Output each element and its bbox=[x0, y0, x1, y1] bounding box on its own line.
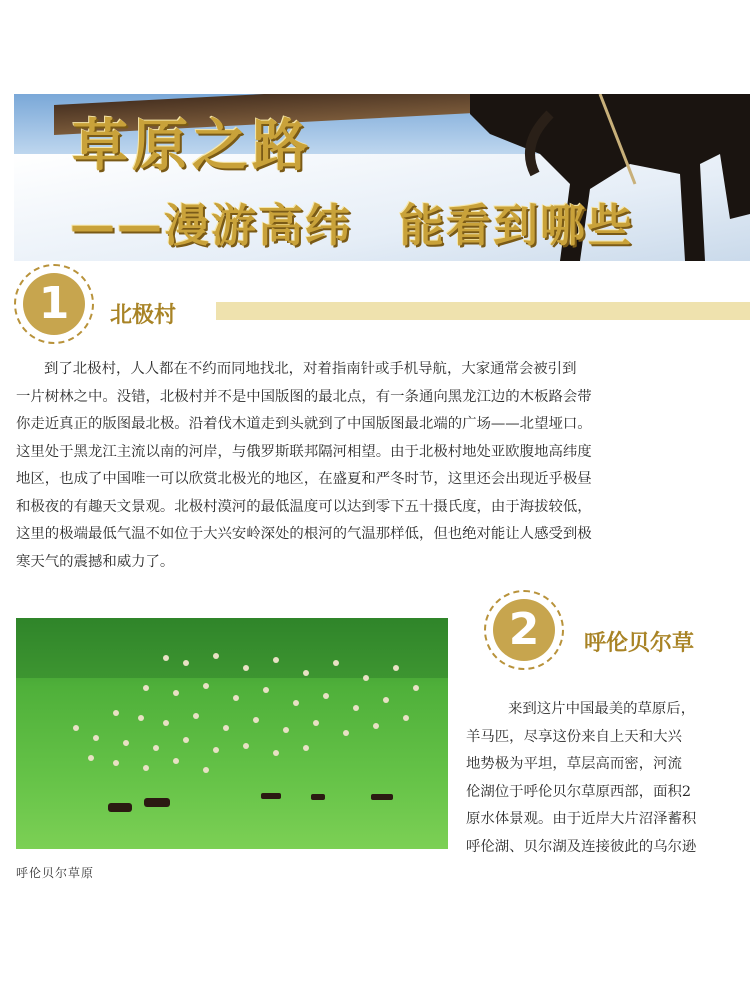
section2-title-clip bbox=[584, 620, 750, 660]
section1-number-badge bbox=[14, 264, 94, 344]
grassland-photo-image bbox=[16, 618, 448, 849]
section2-line: 呼伦湖、贝尔湖及连接彼此的乌尔逊 bbox=[466, 838, 697, 855]
section2-line: 地势极为平坦，草层高而密，河流 bbox=[466, 756, 682, 772]
section2-line: 羊马匹，尽享这份来自上天和大兴 bbox=[466, 728, 682, 745]
section2-line: 原水体景观。由于近岸大片沼泽蓄积 bbox=[466, 811, 697, 827]
section2-number: 2 bbox=[493, 599, 555, 661]
photo-caption: 呼伦贝尔草原 bbox=[16, 866, 95, 880]
section1-title: 北极村 bbox=[110, 303, 177, 328]
section2-title: 呼伦贝尔草 bbox=[584, 631, 695, 656]
section1-body bbox=[16, 356, 736, 576]
section2-number-badge bbox=[484, 590, 564, 670]
section1-line: 地区，也成了中国唯一可以欣赏北极光的地区，在盛夏和严冬时节，这里还会出现近乎极昼 bbox=[16, 471, 592, 487]
banner-title-line1: 草原之路 bbox=[72, 114, 312, 179]
section1-title-rule bbox=[216, 302, 750, 320]
section1-line: 你走近真正的版图最北极。沿着伐木道走到头就到了中国版图最北端的广场——北望垭口。 bbox=[16, 416, 592, 432]
section2-body bbox=[466, 696, 750, 861]
grassland-photo bbox=[16, 618, 448, 849]
section2-line: 伦湖位于呼伦贝尔草原西部，面积2 bbox=[466, 783, 692, 800]
section1-line: 寒天气的震撼和威力了。 bbox=[16, 553, 175, 570]
section2-body-clip bbox=[466, 696, 750, 896]
section1-line: 这里的极端最低气温不如位于大兴安岭深处的根河的气温那样低，但也绝对能让人感受到极 bbox=[16, 526, 592, 542]
section1-line: 一片树林之中。没错，北极村并不是中国版图的最北点，有一条通向黑龙江边的木板路会带 bbox=[16, 388, 592, 405]
section1-line: 和极夜的有趣天文景观。北极村漠河的最低温度可以达到零下五十摄氏度，由于海拔较低， bbox=[16, 498, 592, 515]
section1-line: 这里处于黑龙江主流以南的河岸，与俄罗斯联邦隔河相望。由于北极村地处亚欧腹地高纬度 bbox=[16, 443, 592, 460]
section1-number: 1 bbox=[23, 273, 85, 335]
header-banner bbox=[14, 94, 750, 261]
section2-line: 来到这片中国最美的草原后， bbox=[508, 701, 696, 717]
section1-line: 到了北极村，人人都在不约而同地找北，对着指南针或手机导航，大家通常会被引到 bbox=[44, 361, 577, 377]
banner-title-line2: ——漫游高纬 能看到哪些 bbox=[70, 199, 635, 252]
